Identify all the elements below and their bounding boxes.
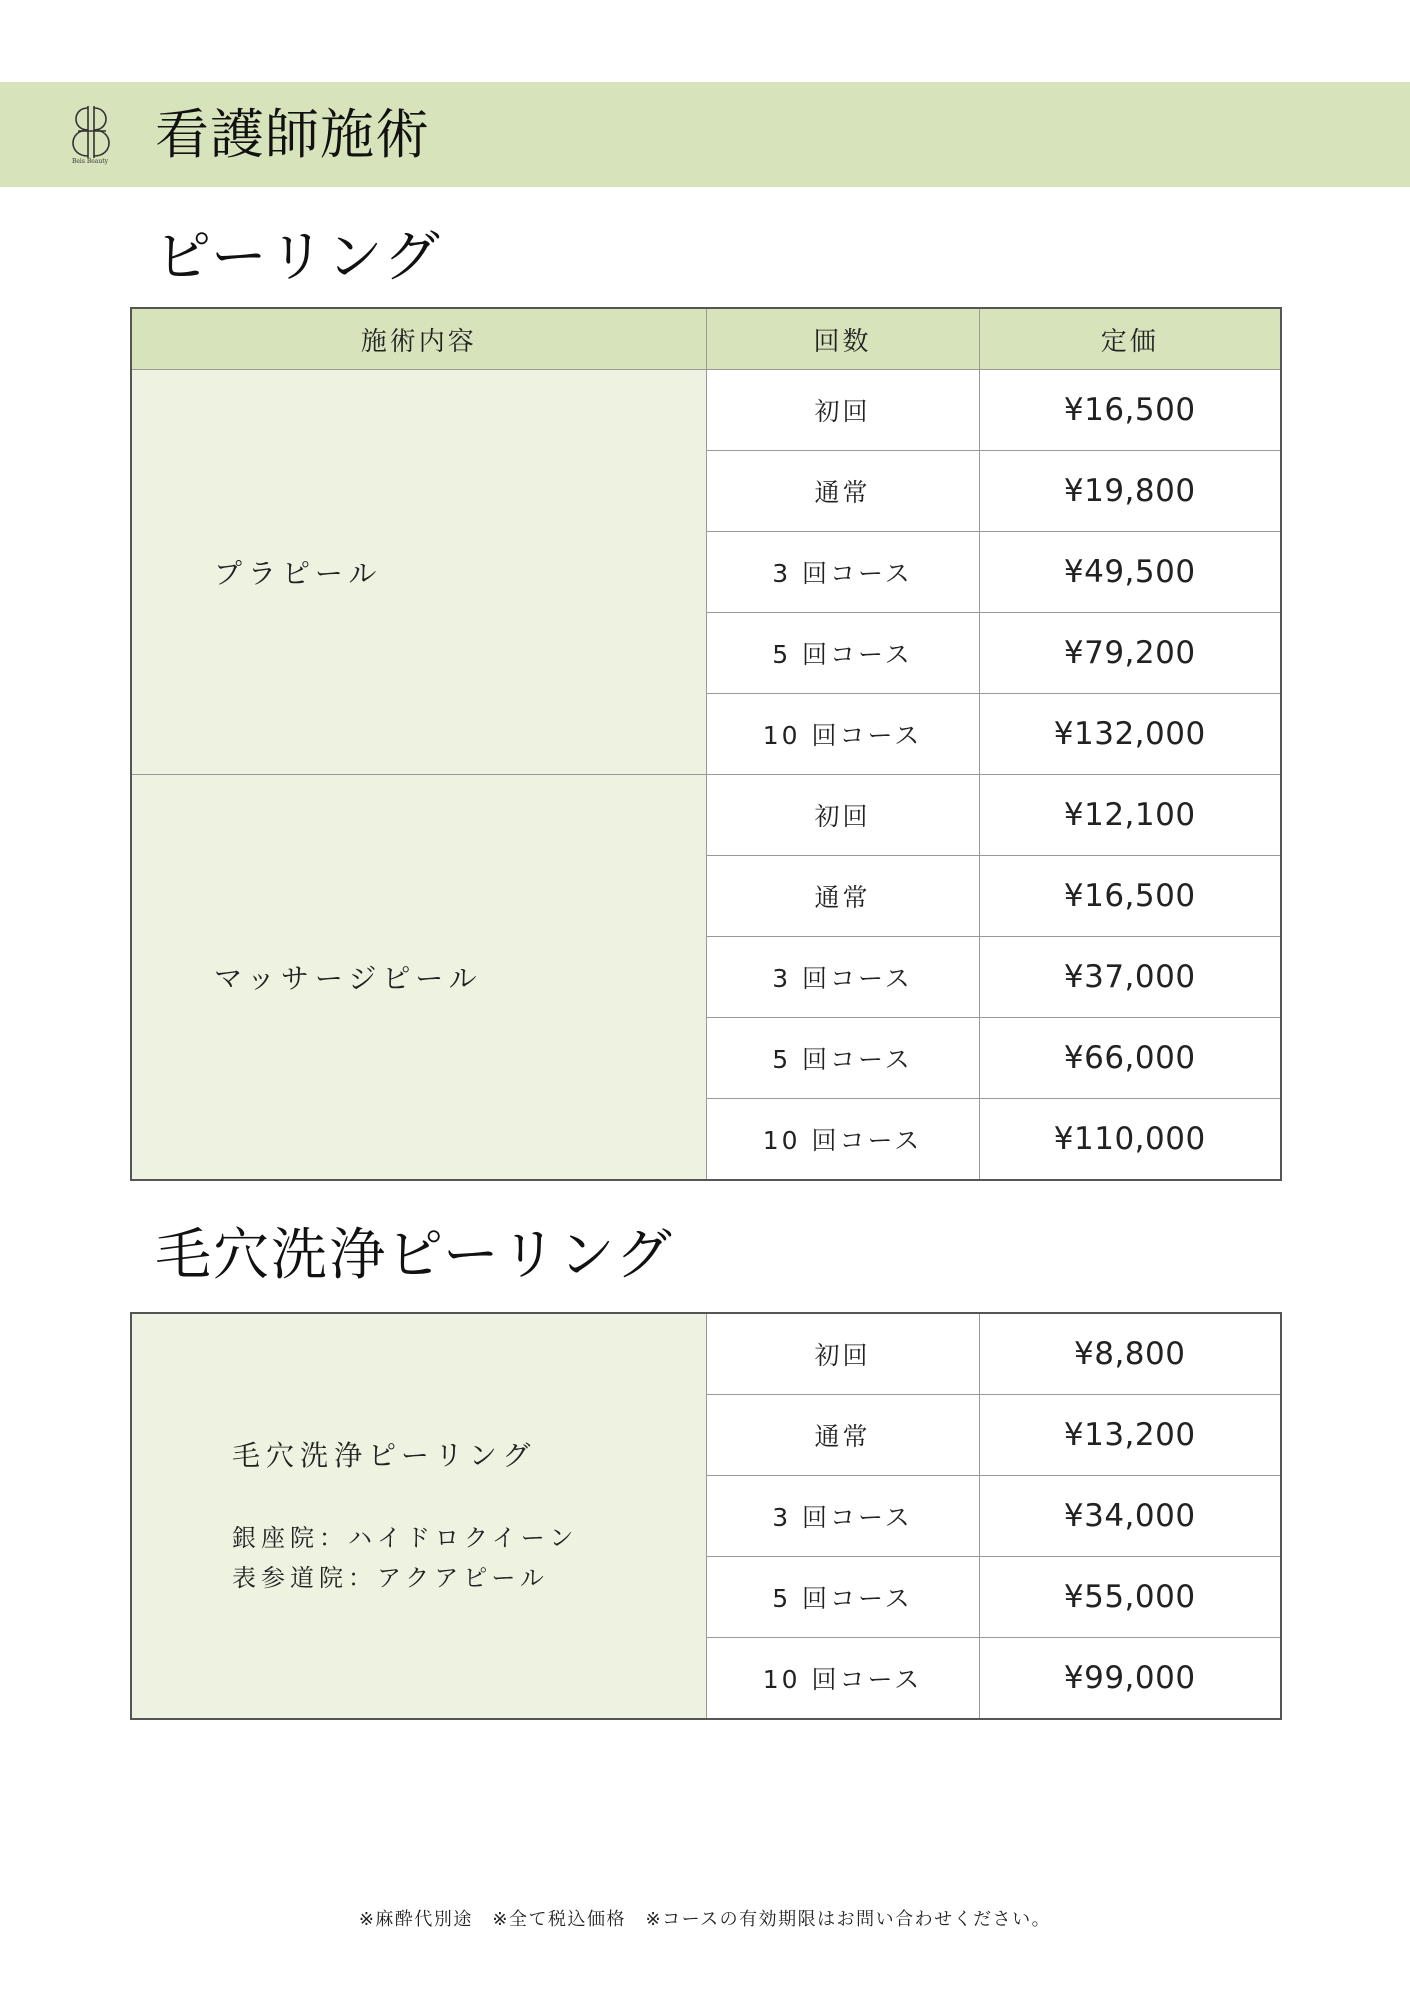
treatment-name-cell: マッサージピール <box>131 775 706 1181</box>
count-cell: 通常 <box>706 1395 979 1476</box>
price-cell: ¥55,000 <box>979 1557 1281 1638</box>
table-row <box>131 1313 1281 1395</box>
table-header-row <box>131 308 1281 370</box>
count-cell: 10 回コース <box>706 1638 979 1720</box>
price-cell: ¥99,000 <box>979 1638 1281 1720</box>
price-cell: ¥13,200 <box>979 1395 1281 1476</box>
treatment-name-cell <box>131 1313 706 1719</box>
price-cell: ¥49,500 <box>979 532 1281 613</box>
price-cell: ¥12,100 <box>979 775 1281 856</box>
treatment-name: 毛穴洗浄ピーリング <box>232 1439 537 1472</box>
price-cell: ¥8,800 <box>979 1313 1281 1395</box>
count-cell: 5 回コース <box>706 613 979 694</box>
table-row <box>131 370 1281 451</box>
column-header-price: 定価 <box>979 308 1281 370</box>
count-cell: 3 回コース <box>706 937 979 1018</box>
footnote: ※麻酔代別途 ※全て税込価格 ※コースの有効期限はお問い合わせください。 <box>358 1909 1052 1930</box>
column-header-count: 回数 <box>706 308 979 370</box>
count-cell: 3 回コース <box>706 532 979 613</box>
count-cell: 3 回コース <box>706 1476 979 1557</box>
count-cell: 初回 <box>706 775 979 856</box>
pore-cleansing-price-table <box>130 1312 1282 1720</box>
page-title: 看護師施術 <box>155 103 430 166</box>
price-cell: ¥37,000 <box>979 937 1281 1018</box>
peeling-price-table <box>130 307 1282 1181</box>
price-cell: ¥16,500 <box>979 856 1281 937</box>
table-row <box>131 775 1281 856</box>
column-header-treatment: 施術内容 <box>131 308 706 370</box>
logo-caption: Beis Beauty <box>71 158 109 165</box>
clinic-note-ginza: 銀座院：ハイドロクイーン <box>232 1524 579 1552</box>
price-cell: ¥66,000 <box>979 1018 1281 1099</box>
count-cell: 通常 <box>706 451 979 532</box>
count-cell: 通常 <box>706 856 979 937</box>
count-cell: 初回 <box>706 1313 979 1395</box>
price-cell: ¥110,000 <box>979 1099 1281 1181</box>
section-title-pore-cleansing: 毛穴洗浄ピーリング <box>155 1223 674 1288</box>
price-cell: ¥16,500 <box>979 370 1281 451</box>
count-cell: 5 回コース <box>706 1557 979 1638</box>
count-cell: 初回 <box>706 370 979 451</box>
spacer <box>232 1474 705 1518</box>
treatment-name-cell: プラピール <box>131 370 706 775</box>
count-cell: 10 回コース <box>706 1099 979 1181</box>
price-cell: ¥34,000 <box>979 1476 1281 1557</box>
section-title-peeling: ピーリング <box>155 225 442 290</box>
price-cell: ¥79,200 <box>979 613 1281 694</box>
count-cell: 5 回コース <box>706 1018 979 1099</box>
clinic-note-omotesando: 表参道院：アクアピール <box>232 1564 549 1592</box>
price-cell: ¥19,800 <box>979 451 1281 532</box>
count-cell: 10 回コース <box>706 694 979 775</box>
price-cell: ¥132,000 <box>979 694 1281 775</box>
